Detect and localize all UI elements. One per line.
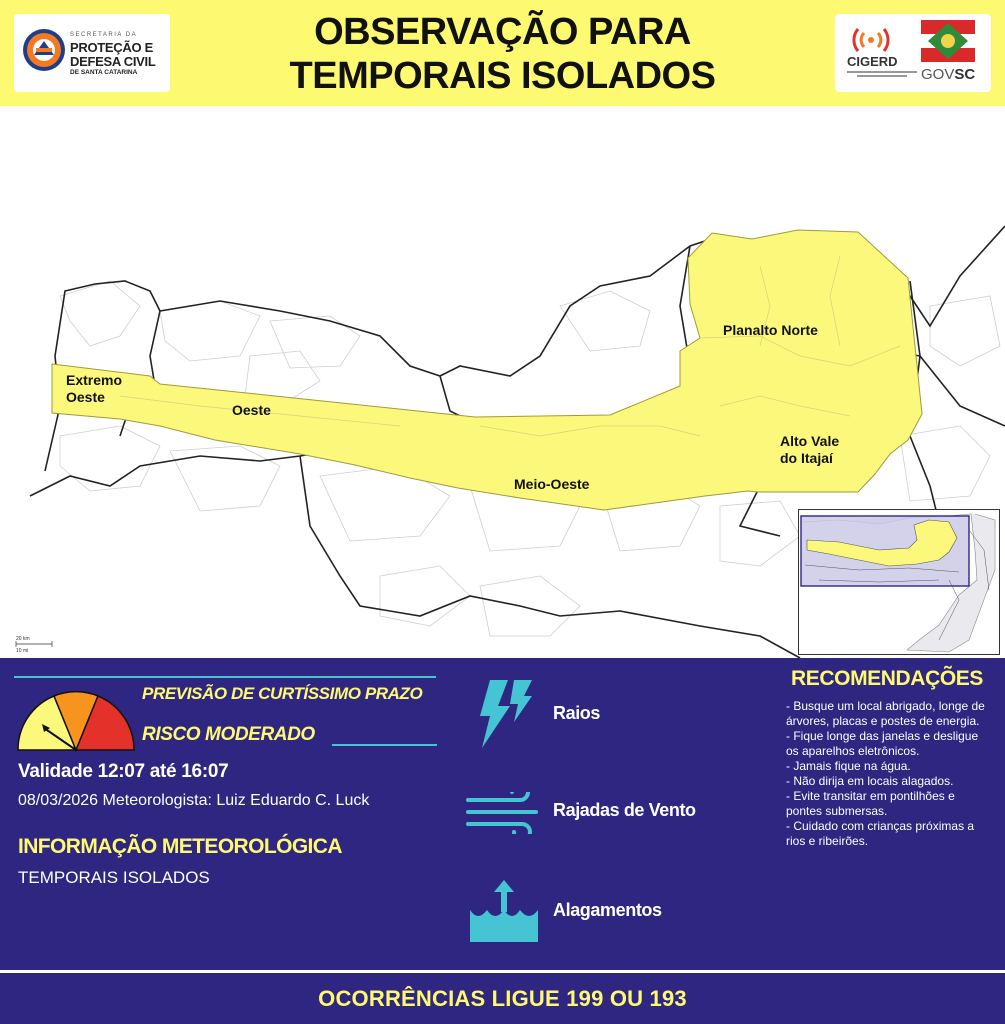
lightning-icon	[476, 676, 536, 750]
recommendation-item: - Busque um local abrigado, longe de árvores, placas e postes de energia.	[786, 699, 985, 728]
santa-catarina-flag-icon	[921, 20, 975, 62]
region-label-oeste: Oeste	[232, 402, 271, 418]
defesa-civil-logo	[14, 14, 170, 92]
region-label-planalto-norte: Planalto Norte	[723, 322, 818, 338]
page-title-line1: OBSERVAÇÃO PARA	[314, 11, 691, 53]
inset-map-svg	[799, 510, 998, 653]
region-label-alto-vale	[780, 433, 839, 467]
partner-logos	[835, 14, 991, 92]
locator-inset-map	[798, 509, 1000, 655]
scale-km-label: 20 km	[16, 636, 30, 642]
govsc-suffix: SC	[954, 66, 976, 83]
forecast-title: PREVISÃO DE CURTÍSSIMO PRAZO	[142, 684, 423, 703]
page-title-line2: TEMPORAIS ISOLADOS	[289, 55, 716, 97]
alert-map	[0, 106, 1005, 658]
flood-icon	[468, 878, 540, 944]
govsc-label	[921, 66, 975, 83]
recommendation-item: - Jamais fique na água.	[786, 759, 911, 773]
cigerd-signal-icon	[849, 20, 893, 54]
hazard-label-raios: Raios	[553, 703, 601, 723]
info-heading: INFORMAÇÃO METEOROLÓGICA	[18, 835, 342, 858]
cigerd-subtitle-graphic	[847, 70, 919, 80]
org-logo-line2: DEFESA CIVIL	[70, 54, 156, 69]
emergency-numbers: OCORRÊNCIAS LIGUE 199 OU 193	[318, 986, 687, 1011]
forecast-rule-top	[14, 676, 436, 678]
cigerd-label: CIGERD	[847, 54, 898, 69]
region-label-meio-oeste: Meio-Oeste	[514, 476, 590, 492]
region-label-extremo-oeste	[66, 372, 122, 406]
wind-icon	[466, 792, 544, 834]
date-meteorologist: 08/03/2026 Meteorologista: Luiz Eduardo C. Luck	[18, 792, 370, 809]
defesa-civil-emblem-icon	[22, 28, 66, 72]
region-alto-vale-line1: Alto Vale	[780, 433, 840, 449]
hazard-label-alagamentos: Alagamentos	[553, 900, 662, 920]
footer-banner	[0, 970, 1005, 1024]
recommendation-item: - Não dirija em locais alagados.	[786, 774, 954, 788]
forecast-rule-bottom	[332, 744, 437, 746]
region-alto-vale-line2: do Itajaí	[780, 450, 833, 466]
region-extremo-oeste-line2: Oeste	[66, 389, 105, 405]
hazard-label-rajadas: Rajadas de Vento	[553, 800, 696, 820]
map-scale-bar	[14, 636, 54, 656]
alert-zone	[52, 230, 922, 510]
recommendation-item: - Evite transitar em pontilhões e pontes submersas.	[786, 789, 955, 818]
govsc-prefix: GOV	[921, 66, 955, 83]
recommendations-list	[786, 699, 992, 849]
validity-period: Validade 12:07 até 16:07	[18, 761, 229, 782]
recommendations-heading: RECOMENDAÇÕES	[791, 667, 983, 690]
scale-mi-label: 10 mi	[16, 648, 29, 654]
info-panel	[0, 658, 1005, 970]
header-banner	[0, 0, 1005, 106]
org-logo-line1: PROTEÇÃO E	[70, 40, 153, 55]
org-logo-small-text: SECRETARIA DA	[70, 32, 138, 38]
risk-gauge-icon	[14, 684, 138, 754]
page-title	[220, 10, 785, 98]
region-extremo-oeste-line1: Extremo	[66, 372, 123, 388]
org-logo-line3: DE SANTA CATARINA	[70, 69, 138, 76]
risk-level: RISCO MODERADO	[142, 724, 315, 745]
info-text: TEMPORAIS ISOLADOS	[18, 868, 210, 887]
recommendation-item: - Fique longe das janelas e desligue os aparelhos eletrônicos.	[786, 729, 979, 758]
recommendation-item: - Cuidado com crianças próximas a rios e ribeirões.	[786, 819, 975, 848]
